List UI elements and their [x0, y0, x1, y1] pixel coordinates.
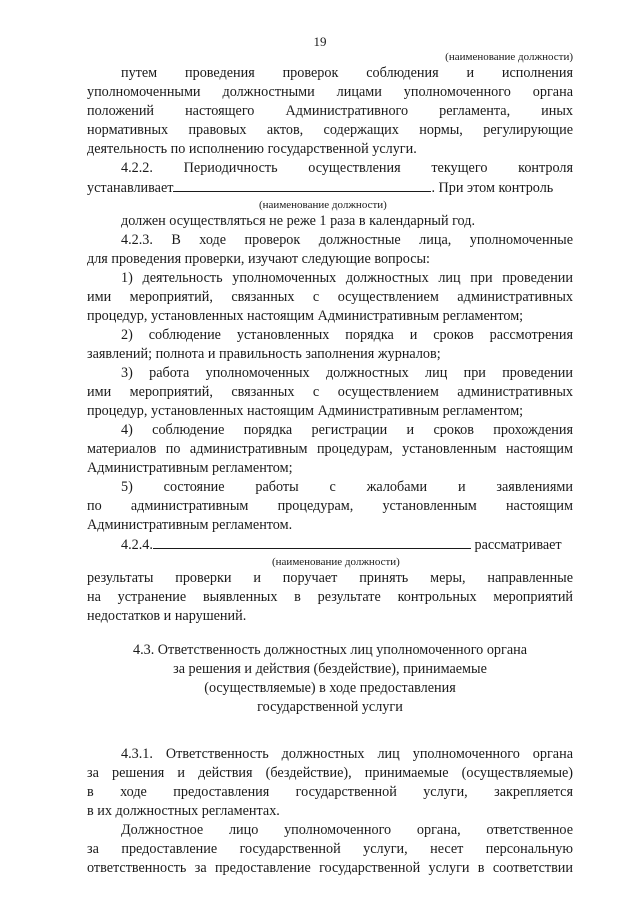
paragraph-responsible [87, 821, 573, 878]
list-item [87, 478, 573, 535]
text-line: заявлений; полнота и правильность заполнения журналов; [87, 346, 441, 362]
text-line: 1) деятельность уполномоченных должностных лиц при проведении [121, 270, 573, 286]
caption-position-2: (наименование должности) [259, 199, 387, 211]
list-item [87, 269, 573, 326]
text-line: на устранение выявленных в результате контрольных мероприятий [87, 589, 573, 605]
text-line: ими мероприятий, связанных с осуществлением административных [87, 289, 573, 305]
list-item [87, 421, 573, 478]
paragraph-intro [87, 64, 573, 159]
text-line: должен осуществляться не реже 1 раза в календарный год. [121, 213, 476, 229]
text-line: 4.2.3. В ходе проверок должностные лица, уполномоченные [121, 232, 573, 248]
blank-position-line [173, 178, 431, 192]
text-line: нормативных правовых актов, содержащих нормы, регулирующие [87, 122, 573, 138]
section-4-2-2 [87, 159, 573, 231]
text-line: 3) работа уполномоченных должностных лиц при проведении [121, 365, 573, 381]
heading-line: за решения и действия (бездействие), принимаемые [173, 661, 487, 677]
text-line [87, 535, 573, 555]
text-line: 2) соблюдение установленных порядка и сроков рассмотрения [121, 327, 573, 343]
section-4-2-3 [87, 231, 573, 535]
text-line: процедур, установленных настоящим Административным регламентом; [87, 403, 524, 419]
text-line: материалов по административным процедурам, установленным настоящим [87, 441, 573, 457]
text-line: уполномоченными должностными лицами уполномоченного органа [87, 84, 573, 100]
text-line: 5) состояние работы с жалобами и заявлениями [121, 479, 573, 495]
text-fragment: рассматривает [474, 537, 562, 553]
text-line: положений настоящего Административного регламента, иных [87, 103, 573, 119]
text-line: результаты проверки и поручает принять меры, направленные [87, 570, 573, 586]
paragraph-4-3-1 [87, 745, 573, 821]
text-line [87, 178, 573, 198]
text-line: по административным процедурам, установленным настоящим [87, 498, 573, 514]
heading-line: 4.3. Ответственность должностных лиц уполномоченного органа [132, 642, 528, 658]
page-number: 19 [313, 34, 327, 49]
text-line: деятельность по исполнению государственной услуги. [87, 141, 417, 157]
list-item [87, 364, 573, 421]
text-line: Должностное лицо уполномоченного органа, ответственное [121, 822, 573, 838]
text-fragment: . При этом контроль [431, 180, 554, 196]
text-fragment: устанавливает [87, 180, 174, 196]
blank-position-line [153, 535, 471, 549]
section-4-2-4 [87, 535, 573, 626]
section-heading-4-3 [87, 641, 573, 717]
heading-line: государственной услуги [257, 699, 403, 715]
text-line: процедур, установленных настоящим Административным регламентом; [87, 308, 524, 324]
caption-position-1: (наименование должности) [445, 51, 573, 63]
text-line: Административным регламентом; [87, 460, 293, 476]
text-line: ими мероприятий, связанных с осуществлением административных [87, 384, 573, 400]
document-body [87, 50, 573, 878]
text-line: 4) соблюдение порядка регистрации и сроков прохождения [121, 422, 573, 438]
text-line: недостатков и нарушений. [87, 608, 247, 624]
text-line: за решения и действия (бездействие), принимаемые (осуществляемые) [87, 765, 573, 781]
text-line: для проведения проверки, изучают следующие вопросы: [87, 251, 430, 267]
text-line: путем проведения проверок соблюдения и исполнения [121, 65, 573, 81]
text-line: 4.3.1. Ответственность должностных лиц уполномоченного органа [121, 746, 573, 762]
text-line: в их должностных регламентах. [87, 803, 280, 819]
list-item [87, 326, 573, 364]
text-fragment: 4.2.4. [121, 537, 153, 553]
text-line: за предоставление государственной услуги, несет персональную [87, 841, 573, 857]
text-line: Административным регламентом. [87, 517, 293, 533]
text-line: ответственность за предоставление государственной услуги в соответствии [87, 860, 573, 876]
heading-line: (осуществляемые) в ходе предоставления [204, 680, 456, 696]
caption-position-3: (наименование должности) [272, 556, 400, 568]
text-line: в ходе предоставления государственной услуги, закрепляется [87, 784, 573, 800]
text-line: 4.2.2. Периодичность осуществления текущего контроля [121, 160, 573, 176]
